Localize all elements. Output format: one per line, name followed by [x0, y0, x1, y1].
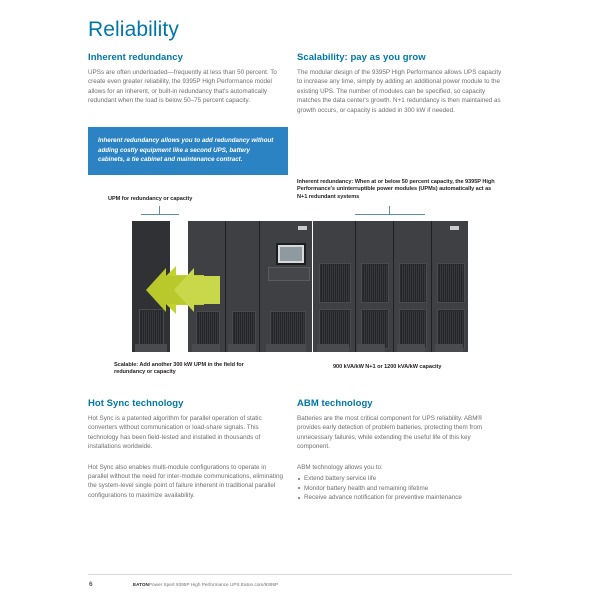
caption-scalable: Scalable: Add another 300 kW UPM in the field for redundancy or capacity	[114, 362, 244, 376]
inherent-redundancy-heading: Inherent redundancy	[88, 52, 183, 63]
footer-text	[133, 582, 278, 587]
cabinet-group-right	[313, 221, 468, 352]
cabinet-vent	[437, 263, 465, 303]
cabinet-vent	[437, 309, 465, 349]
abm-bullet-list	[297, 474, 502, 503]
leader-stem-left	[159, 206, 160, 215]
section-abm	[297, 398, 502, 503]
abm-body: Batteries are the most critical component for UPS reliability. ABM® provides early detection of problem batteries, protecting them from unnecessary failures, while extending the useful life of this key component.	[297, 415, 483, 451]
page-number: 6	[89, 581, 93, 588]
list-item: Monitor battery health and remaining lifetime	[297, 484, 502, 494]
abm-heading: ABM technology	[297, 398, 373, 409]
cabinet-vent	[319, 263, 351, 303]
ups-display-panel	[276, 243, 306, 265]
cabinet-vent	[399, 263, 427, 303]
cabinet-vent	[319, 309, 351, 349]
inherent-redundancy-body: UPSs are often underloaded—frequently at less than 50 percent. To create even greater reliability, the 9395P High Performance model allows for an inherent, or built-in redundancy that's automatically redundant when the load is below 50–75 percent capacity.	[88, 69, 277, 105]
callout-text: Inherent redundancy allows you to add redundancy without adding costly equipment like a second UPS, battery cabinets, a tie cabinet and maintenance contract.	[98, 137, 274, 164]
eaton-logo-tag	[298, 226, 307, 230]
list-item: Receive advance notification for preventive maintenance	[297, 493, 502, 503]
hot-sync-heading: Hot Sync technology	[88, 398, 184, 409]
section-inherent-redundancy	[88, 52, 288, 113]
section-hot-sync	[88, 398, 288, 507]
scalability-heading: Scalability: pay as you grow	[297, 52, 426, 63]
annotation-inherent-redundancy: Inherent redundancy: When at or below 50 percent capacity, the 9395P High Performance's uninterruptible power modules (UPMs) automatically act as N+1 redundant systems	[297, 179, 495, 200]
cabinet-vent	[399, 309, 427, 349]
annotation-upm: UPM for redundancy or capacity	[108, 196, 193, 202]
footer-brand: EATON	[133, 582, 149, 587]
hot-sync-body-2: Hot Sync also enables multi-module configurations to operate in parallel without the need for inter-module communications, eliminating the system-level single point of failure inherent in traditional parallel configurations to maximize availability.	[88, 463, 283, 499]
page-footer	[0, 574, 600, 600]
cabinet-vent	[361, 263, 389, 303]
list-item: Extend battery service life	[297, 474, 502, 484]
arrow-indicator-group	[146, 266, 232, 314]
section-scalability	[297, 52, 502, 122]
abm-list-intro: ABM technology allows you to:	[297, 463, 383, 471]
control-strip	[268, 267, 310, 281]
hot-sync-body-1: Hot Sync is a patented algorithm for parallel operation of static converters without communication or load-share signals. This technology has been field-tested and installed in thousands of installations worldwide.	[88, 415, 262, 451]
footer-detail: Power Xpert 9395P High Performance UPS Eaton.com/9395P	[148, 582, 279, 587]
scalability-body: The modular design of the 9395P High Performance allows UPS capacity to increase any time, simply by adding an additional power module to the existing UPS. The number of modules can be specified, so capacity matches the data center's growth. N+1 redundancy is then maintained as growth occurs, or capacity is added in 300 kW if needed.	[297, 69, 502, 114]
caption-capacity: 900 kVA/kW N+1 or 1200 kVA/kW capacity	[333, 364, 442, 370]
callout-box	[88, 127, 288, 175]
page-title: Reliability	[88, 18, 179, 41]
cabinet-foot	[135, 344, 167, 352]
eaton-logo-tag	[450, 226, 459, 230]
cabinet-vent	[361, 309, 389, 349]
cabinet-vent	[139, 309, 164, 349]
left-arrows-icon	[146, 266, 232, 314]
footer-divider	[88, 574, 512, 575]
